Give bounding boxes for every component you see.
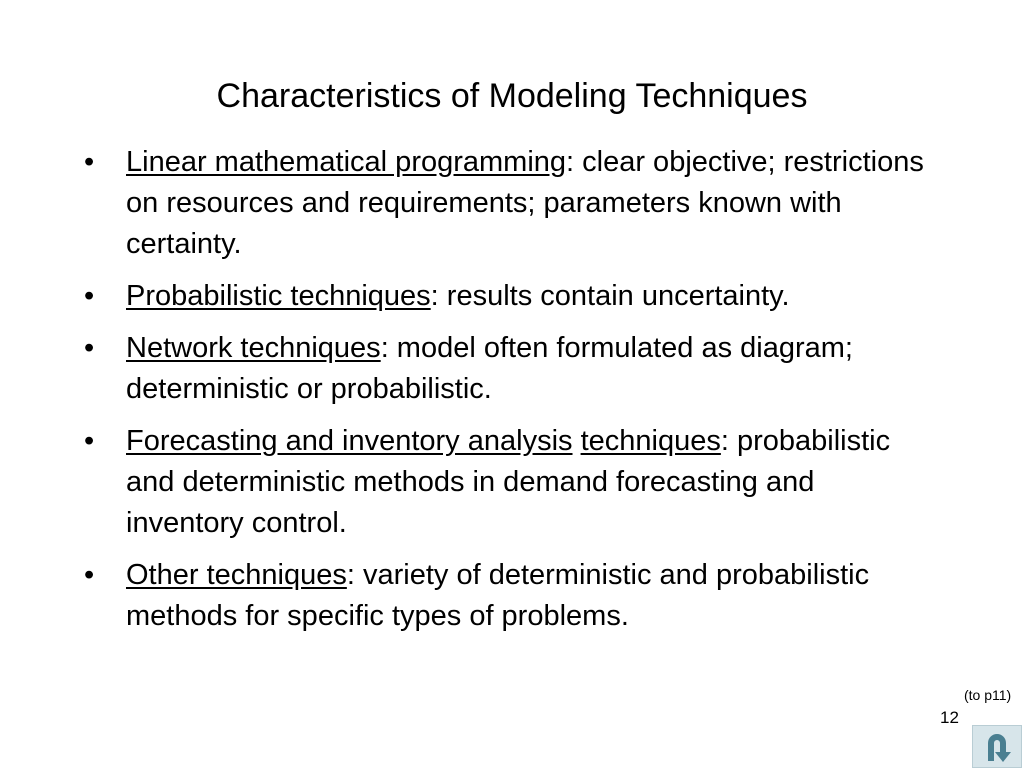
back-link[interactable]: (to p11): [964, 687, 1012, 703]
bullet-term: Forecasting and inventory analysis: [126, 425, 573, 457]
bullet-text: : probabilistic and deterministic methods in demand forecasting and inventory control.: [126, 425, 891, 539]
bullet-marker: •: [84, 559, 95, 591]
bullet-marker: •: [84, 425, 95, 457]
page-number: 12: [940, 708, 959, 727]
slide-title: Characteristics of Modeling Techniques: [216, 77, 808, 115]
bullet-list: [80, 142, 940, 648]
bullet-text: : results contain uncertainty.: [430, 280, 790, 312]
bullet-text: : variety of deterministic and probabilistic methods for specific types of problems.: [126, 559, 870, 632]
bullet-item: [80, 421, 940, 544]
bullet-item: [80, 142, 940, 265]
bullet-marker: •: [84, 332, 95, 364]
bullet-marker: •: [84, 146, 95, 178]
bullet-term: Linear mathematical programming: [126, 146, 567, 178]
bullet-item: [80, 328, 940, 410]
bullet-text: : clear objective; restrictions on resources and requirements; parameters known with certainty.: [126, 146, 924, 260]
bullet-marker: •: [84, 280, 95, 312]
bullet-item: [80, 555, 940, 637]
u-turn-return-icon: [980, 730, 1014, 764]
bullet-term-second: techniques: [580, 425, 721, 457]
bullet-term: Other techniques: [126, 559, 347, 591]
bullet-term: Network techniques: [126, 332, 381, 364]
bullet-term: Probabilistic techniques: [126, 280, 431, 312]
bullet-item: [80, 276, 940, 317]
bullet-text: : model often formulated as diagram; deterministic or probabilistic.: [126, 332, 853, 405]
return-button[interactable]: [972, 725, 1022, 768]
